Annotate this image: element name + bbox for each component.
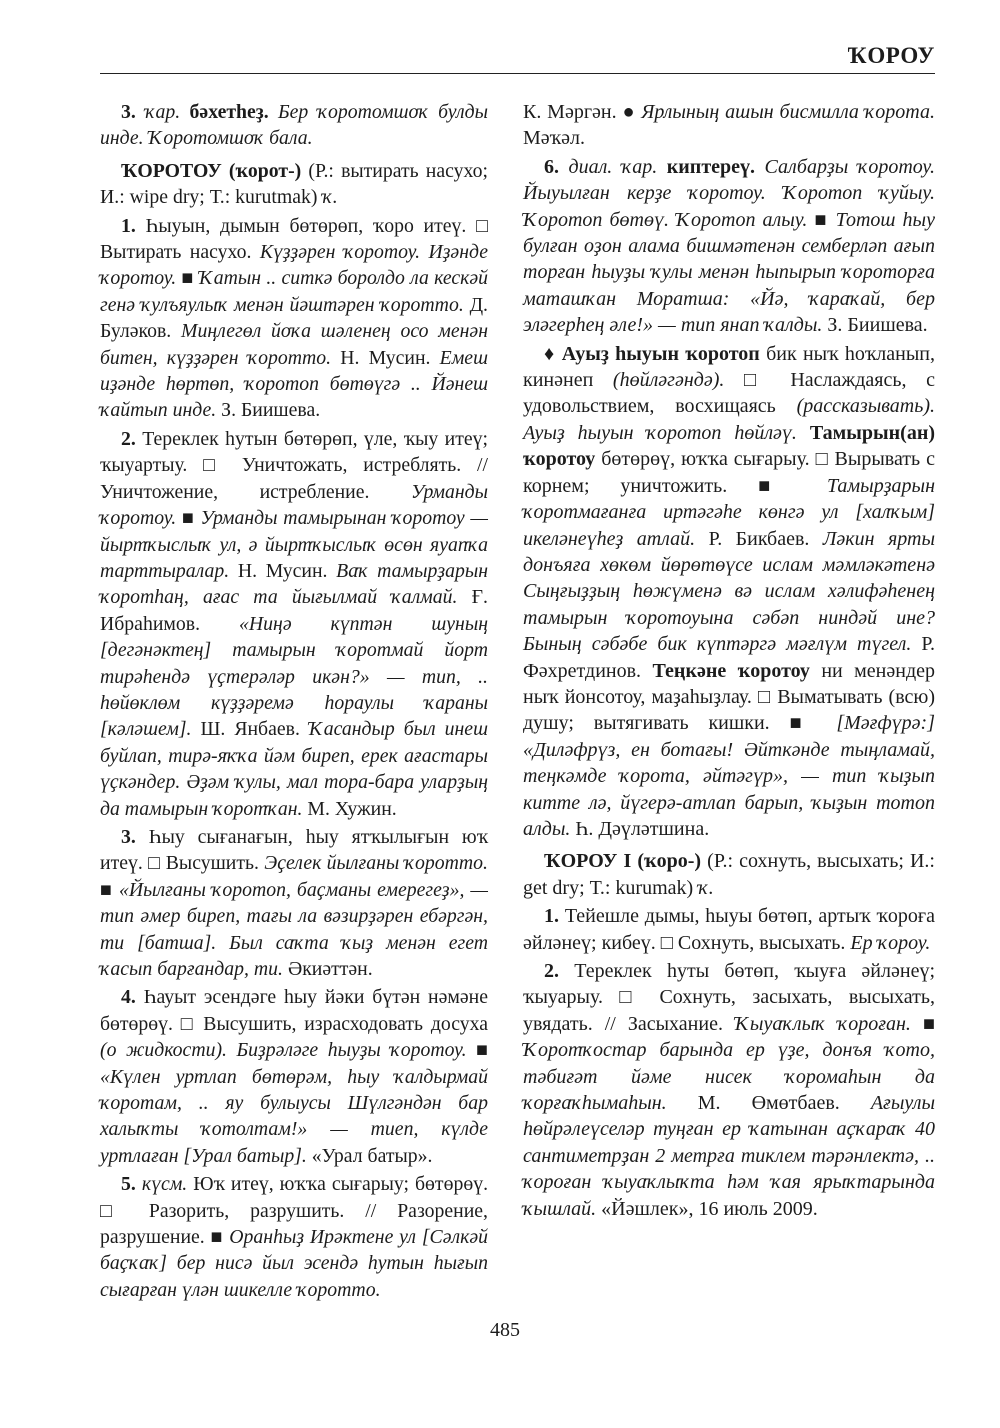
italic-text-run: Ярлының ашын бисмилла ҡорота. [641, 101, 935, 123]
italic-text-run: Салбарҙы ҡоротоу. Йыуылған керҙе ҡоротоу. Ҡоротоп ҡуйыу. Ҡоротоп бөтөү. Ҡоротоп алыу. [523, 155, 935, 231]
italic-text-run: «Ниңә күптән шуның [дегәнәктең] тамырын ҡоротмай йорт тирәһендә үҫтерәләр икән?» — тип, .. һөйөклөм күҙҙәремә һораулы ҡараны [кәләшем]. [100, 612, 488, 741]
italic-text-run: Бер ҡоротомшоҡ булды инде. Ҡоротомшоҡ бала. [100, 101, 489, 150]
bold-text-run: 2. [544, 960, 575, 982]
bold-text-run: 2. [121, 427, 143, 450]
italic-text-run: (һөйләгәндә). [612, 369, 745, 392]
italic-text-run: Ер ҡороу. [850, 931, 931, 954]
plain-text-run: З. Биишева. [827, 314, 928, 337]
sense-paragraph [100, 984, 488, 1169]
bold-text-run: 3. [121, 101, 146, 123]
italic-text-run: ҡар. [145, 101, 190, 123]
plain-text-run: Мәҡәл. [523, 127, 585, 150]
plain-text-run: бөтөрөү, юҡҡа сығарыу. □ Вырывать с корнем; уничтожить. ■ [523, 448, 935, 497]
plain-text-run: Һауыт эсендәге һыу йәки бүтән нәмәне бөтөрөү. □ Высушить, израсходовать досуха [100, 986, 488, 1035]
italic-text-run: (о жидкости). Биҙрәләге һыуҙы ҡоротоу. [100, 1039, 477, 1062]
sense-paragraph [523, 903, 935, 956]
bold-text-run: 5. [121, 1173, 142, 1196]
sense-paragraph [100, 213, 488, 424]
bold-text-run: ҠОРОТОУ (ҡорот-) [121, 159, 309, 182]
bold-text-run: 1. [544, 905, 565, 928]
sense-paragraph [100, 1171, 488, 1303]
plain-text-run: М. Өмөтбаев. [697, 1092, 871, 1115]
plain-text-run: ■ [182, 507, 201, 530]
plain-text-run: Һыу сығанағын, һыу ятҡылығын юҡ итеү. □ Высушить. [100, 825, 489, 875]
plain-text-run: Д. Буләков. [100, 293, 488, 343]
continued-paragraph [523, 99, 935, 152]
plain-text-run: ■ [100, 878, 120, 901]
italic-text-run: Урманды ҡоротоу. [100, 480, 488, 530]
bold-text-run: Ауыҙ һыуын ҡоротоп [561, 342, 767, 365]
bold-text-run: ҠОРОУ I (ҡоро-) [544, 850, 708, 873]
phraseology-paragraph [523, 341, 935, 843]
plain-text-run: ♦ [544, 342, 562, 365]
plain-text-run: Тейешле дымы, һыуы бөтөп, артыҡ ҡороға әйләнеү; кибеү. □ Сохнуть, высыхать. [523, 905, 936, 954]
plain-text-run: Н. Мусин. [237, 559, 337, 582]
italic-text-run: (рассказывать). Ауыҙ һыуын ҡоротоп һөйләү. [523, 395, 935, 444]
plain-text-run: Юҡ итеү, юҡҡа сығарыу; бөтөрөү. □ Разорить, разрушить. // Разорение, разрушение. ■ [100, 1173, 489, 1249]
italic-text-run: Ваҡ тамырҙарын ҡоротһаң, ағас та йығылмай ҡалмай. [100, 559, 489, 609]
plain-text-run: Һыуын, дымын бөтөрөп, ҡоро итеү. □ Вытирать насухо. [100, 214, 488, 264]
sense-paragraph [100, 824, 488, 982]
sense-paragraph [100, 426, 488, 822]
bold-text-run: бәхетһеҙ. [189, 101, 278, 123]
italic-text-run: Миңлегөл йоҡа шәленең осо менән битен, күҙҙәрен ҡоротто. [100, 320, 489, 369]
plain-text-run: □ Наслаждаясь, с удовольствием, восхищаясь [523, 369, 935, 418]
plain-text-run: З. Биишева. [221, 399, 321, 422]
plain-text-run: бик ныҡ һоҡланып, кинәнеп [523, 342, 935, 392]
sense-paragraph [523, 154, 935, 339]
bold-text-run: Тамырын(ан) ҡоротоу [523, 421, 935, 471]
italic-text-run: Тотош һыу булған оҙон алама бишмәтенән семберләп ағып торған һыуҙы ҡулы менән һыпырып ҡороторға маташҡан Моратша: «Йә, ҡараҡай, бер эләгерһең әле!» — тип янап ҡалды. [523, 208, 935, 337]
italic-text-run: Ағыулы һөйрәлеүселәр туңған ер ҡатынан аҫҡараҡ 40 сантиметрҙан 2 метрға тиклем тәрәнлектә, .. ҡороған ҡыуаҡлыҡта һәм ҡая ярыҡтарында ҡышлай. [523, 1092, 936, 1220]
plain-text-run: М. Хужин. [307, 797, 397, 820]
italic-text-run: «Йылғаны ҡоротоп, баҫманы емерегеҙ», — тип әмер биреп, тағы ла вәзирҙәрен ебәргән, ти [батша]. Был саҡта ҡыҙ менән егет ҡасып барғандар, ти. [100, 878, 488, 980]
right-column [523, 99, 935, 1222]
italic-text-run: диал. ҡар. [568, 155, 667, 178]
italic-text-run: Күҙҙәрен ҡоротоу. Иҙәнде ҡоротоу. [100, 241, 488, 290]
italic-text-run: Ҡасандыр был инеш буйлап, тирә-яҡҡа йәм биреп, ерек ағастары үҫкәндер. Әҙәм ҡулы, мал тора-бара уларҙың да тамырын ҡоротҡан. [100, 718, 488, 820]
italic-text-run: «Күлен уртлап бөтөрәм, һыу ҡалдырмай ҡоротам, .. яу булыусы Шүлгәндән бар халыҡты ҡотолтам!» — тиеп, күлде уртлаған [Урал батыр]. [100, 1065, 488, 1167]
italic-text-run: Ҡатын .. ситкә боролдо ла кескәй генә ҡулъяулыҡ менән йәштәрен ҡоротто. [100, 267, 488, 316]
plain-text-run: К. Мәргән. ● [523, 101, 642, 123]
plain-text-run: Ш. Янбаев. [200, 718, 309, 741]
plain-text-run: Һ. Дәүләтшина. [575, 817, 710, 840]
plain-text-run: Р. Бикбаев. [708, 527, 823, 550]
italic-text-run: Ҡоротҡостар барында ер үҙе, донъя ҡото, тәбиғәт йәме нисек ҡоромаһын да ҡорғаҡһымаһын. [523, 1039, 935, 1115]
left-column [100, 99, 488, 1303]
sense-paragraph [523, 958, 935, 1222]
italic-text-run: Эҫелек йылғаны ҡоротто. [264, 852, 488, 875]
italic-text-run: ҡ. [322, 186, 338, 209]
headword-entry [100, 158, 488, 211]
plain-text-run: «Урал батыр». [311, 1144, 433, 1167]
plain-text-run: ■ [181, 267, 199, 290]
plain-text-run: (Р.: сохнуть, высыхать; И.: get dry; Т.: kurumak) [523, 850, 935, 899]
plain-text-run: Р. Фәхретдинов. [523, 633, 935, 682]
header-rule [100, 73, 935, 74]
bold-text-run: 1. [121, 214, 146, 237]
italic-text-run: Ләкин ярты донъяға хөкөм йөрөтөүсе ислам мәмләкәтенә Сыңғыҙҙың һөжүменә вә ислам хәлифәһенең тамырын ҡоротоуына сәбәп ниндәй ине? Бының сәбәбе бик күптәргә мәғлүм түгел. [523, 527, 935, 656]
italic-text-run: Урманды тамырынан ҡоротоу — йыртҡыслыҡ ул, ә йыртҡыслыҡ өсөн яуапҡа тарттыралар. [100, 507, 488, 582]
plain-text-run: Әкиәттән. [287, 958, 373, 980]
bold-text-run: 3. [121, 825, 149, 848]
bold-text-run: киптереү. [666, 155, 765, 178]
italic-text-run: Тамырҙарын ҡоротмағанға иртәгәһе көнгә ул [халҡым] икеләнеүһеҙ атлай. [523, 474, 935, 550]
plain-text-run: Тереклек һуты бөтөп, ҡыуға әйләнеү; ҡыуарыу. □ Сохнуть, засыхать, высыхать, увядать. // Засыхание. [523, 960, 936, 1035]
italic-text-run: күсм. [141, 1173, 194, 1196]
plain-text-run: ■ [922, 1012, 936, 1035]
plain-text-run: Тереклек һутын бөтөрөп, үле, ҡыу итеү; ҡыуартыу. □ Уничтожать, истреблять. // Уничтожение, истребление. [100, 427, 488, 503]
page-number: 485 [490, 1319, 520, 1341]
italic-text-run: Ҡыуаҡлыҡ ҡороған. [734, 1012, 923, 1035]
plain-text-run: «Йәшлек», 16 июль 2009. [601, 1197, 818, 1220]
bold-text-run: Теңкәне ҡоротоу [652, 659, 822, 682]
running-head: ҠОРОУ [847, 43, 935, 68]
plain-text-run: Н. Мусин. [340, 346, 440, 369]
headword-entry [523, 848, 935, 901]
italic-text-run: Оранһыҙ Ирәктене ул [Сәлкәй баҫҡаҡ] бер нисә йыл эсендә һутын һығып сығарған үлән шикелле ҡоротто. [100, 1226, 488, 1301]
bold-text-run: 4. [121, 986, 144, 1009]
plain-text-run: ■ [814, 208, 836, 231]
italic-text-run: [Мәғфүрә:] «Диләфрүз, ен ботағы! Әйткәнде тыңламай, теңкәмде ҡорота, әйтәгүр», — тип ҡыҙып китте лә, йүгерә-атлап барып, ҡыҙын тотоп алды. [523, 712, 935, 840]
plain-text-run: ■ [476, 1039, 488, 1062]
plain-text-run: (Р.: вытирать насухо; И.: wipe dry; Т.: kurutmak) [100, 159, 488, 209]
plain-text-run: ни менәндер ныҡ йонсотоу, маҙаһыҙлау. □ Выматывать (всю) душу; вытягивать кишки. ■ [523, 659, 936, 735]
bold-text-run: 6. [544, 155, 569, 178]
italic-text-run: Емеш иҙәнде һөртөп, ҡоротоп бөтөүгә .. Йәнеш ҡайтып инде. [100, 346, 488, 422]
plain-text-run: Ғ. Ибраһимов. [100, 586, 488, 635]
italic-text-run: ҡ. [698, 876, 714, 899]
sense-paragraph [100, 99, 488, 152]
